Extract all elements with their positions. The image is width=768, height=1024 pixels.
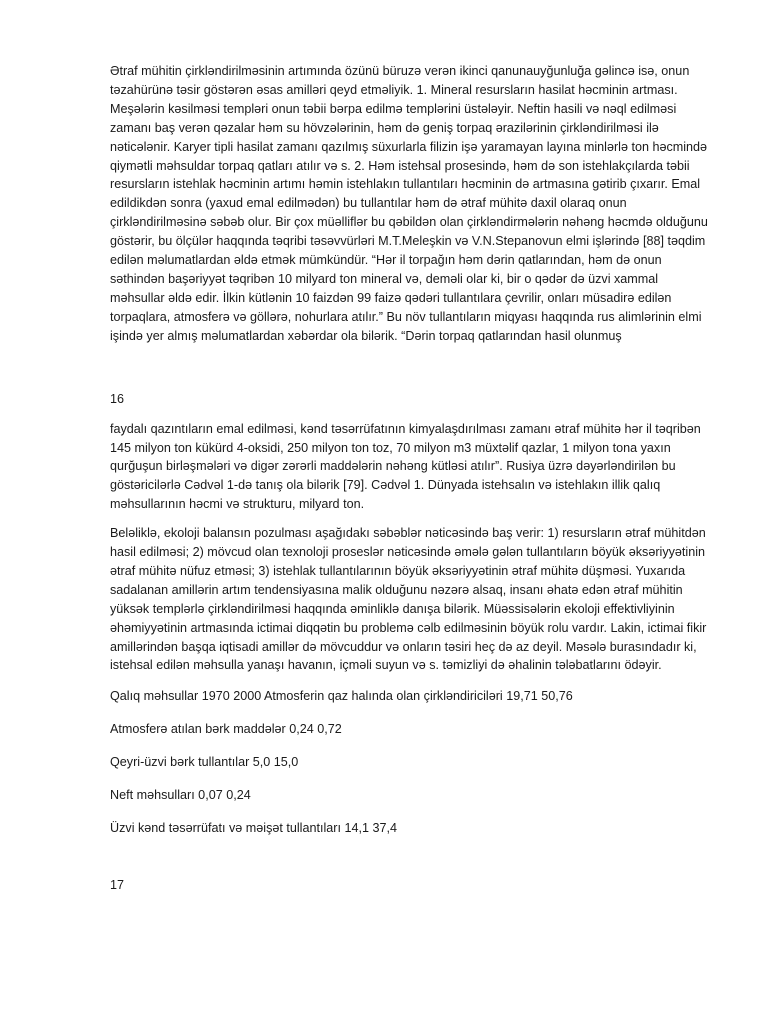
- paragraph-pollution-laws: Ətraf mühitin çirkləndirilməsinin artımında özünü büruzə verən ikinci qanunauyğunluğa gəlincə isə, onun təzahürünə təsir göstərən əsas amilləri qeyd etməliyik. 1. Mineral resursların hasilat həcminin artması. Meşələrin kəsilməsi templəri onun təbii bərpa edilmə templərini üstələyir. Neftin hasili və nəql edilməsi zamanı baş verən qəzalar həm su hövzələrinin, həm də geniş torpaq ərazilərinin çirkləndirilməsi ilə nəticələnir. Karyer tipli hasilat zamanı qazılmış süxurlarla filizin işə yaramayan layına minlərlə ton həcmində qiymətli məhsuldar torpaq qatları atılır və s. 2. Həm istehsal prosesində, həm də son istehlakçılarda təbii resursların istehlak həcminin artımı həmin istehlakın tullantıları həcminin də artmasına gətirib çıxarır. Emal edildikdən sonra (yaxud emal edilmədən) bu tullantılar həm də ətraf mühitə daxil olaraq onun çirkləndirilməsinə səbəb olur. Bir çox müəlliflər bu qəbildən olan çirkləndirmələrin nəhəng həcmdə olduğunu göstərir, bu ölçülər haqqında təqribi təsəvvürləri M.T.Meleşkin və V.N.Stepanovun elmi işlərində [88] təqdim edilən məlumatlardan əldə etmək mümkündür. “Hər il torpağın həm dərin qatlarından, həm də onun səthindən başəriyyət təqribən 10 milyard ton mineral və, deməli olar ki, bir o qədər də üzvi xammal məhsullar əldə edir. İlkin kütlənin 10 faizdən 99 faizə qədəri tullantılara çevrilir, onları müsadirə edilən torpaqlara, atmosferə və göllərə, nohurlara atılır.” Bu növ tullantıların miqyası haqqında rus alimlərinin elmi işində yer almış məlumatlardan xəbərdar ola bilərik. “Dərin torpaq qatlarından hasil olunmuş: [110, 64, 708, 343]
- page-number-16: 16: [110, 391, 125, 406]
- table-line-solid-matter: Atmosferə atılan bərk maddələr 0,24 0,72: [110, 722, 342, 737]
- page-number-17: 17: [110, 877, 125, 892]
- paragraph-emissions: faydalı qazıntıların emal edilməsi, kənd təsərrüfatının kimyalaşdırılması zamanı ətraf mühitə hər il təqribən 145 milyon ton kükürd 4-oksidi, 250 milyon ton toz, 70 milyon m3 müxtəlif qazlar, 1 milyon tona yaxın qurğuşun birləşmələri və digər zərərli maddələrin nəhəng kütləsi atılır”. Rusiya üzrə dəyərləndirilən bu göstəricilərlə Cədvəl 1-də tanış ola bilərik [79]. Cədvəl 1. Dünyada istehsalın və istehlakın illik qalıq məhsullarının həcmi və strukturu, milyard ton.: [110, 421, 701, 512]
- table-line-header-gases: Qalıq məhsullar 1970 2000 Atmosferin qaz halında olan çirkləndiriciləri 19,71 50,76: [110, 689, 573, 704]
- document-page: [110, 62, 710, 894]
- table-line-inorganic-waste: Qeyri-üzvi bərk tullantılar 5,0 15,0: [110, 755, 299, 770]
- table-line-oil-products: Neft məhsulları 0,07 0,24: [110, 788, 251, 803]
- table-line-organic-waste: Üzvi kənd təsərrüfatı və məişət tullantıları 14,1 37,4: [110, 821, 397, 835]
- paragraph-ecological-balance: Beləliklə, ekoloji balansın pozulması aşağıdakı səbəblər nəticəsində baş verir: 1) resursların ətraf mühitdən hasil edilməsi; 2) mövcud olan texnoloji proseslər nəticəsində əmələ gələn tullantıların böyük əksəriyyətinin ətraf mühitə nüfuz etməsi; 3) istehlak tullantılarının böyük əksəriyyətinin ətraf mühitə düşməsi. Yuxarıda sadalanan amillərin artım tendensiyasına malik olduğunu nəzərə alsaq, insanı əhatə edən ətraf mühitin yüksək templərlə çirkləndirilməsi haqqında əminliklə danışa bilərik. Müəssisələrin ekoloji effektivliyinin əhəmiyyətinin artmasında ictimai diqqətin bu problemə cəlb edilməsinin böyük rolu vardır. Lakin, ictimai fikir amillərindən başqa iqtisadi amillər də mövcuddur və onların təsiri heç də az deyil. Məsələ burasındadır ki, istehsal edilən məhsulla yanaşı havanın, içməli suyun və s. təmizliyi də əhalinin tələbatlarını ödəyir.: [110, 526, 707, 673]
